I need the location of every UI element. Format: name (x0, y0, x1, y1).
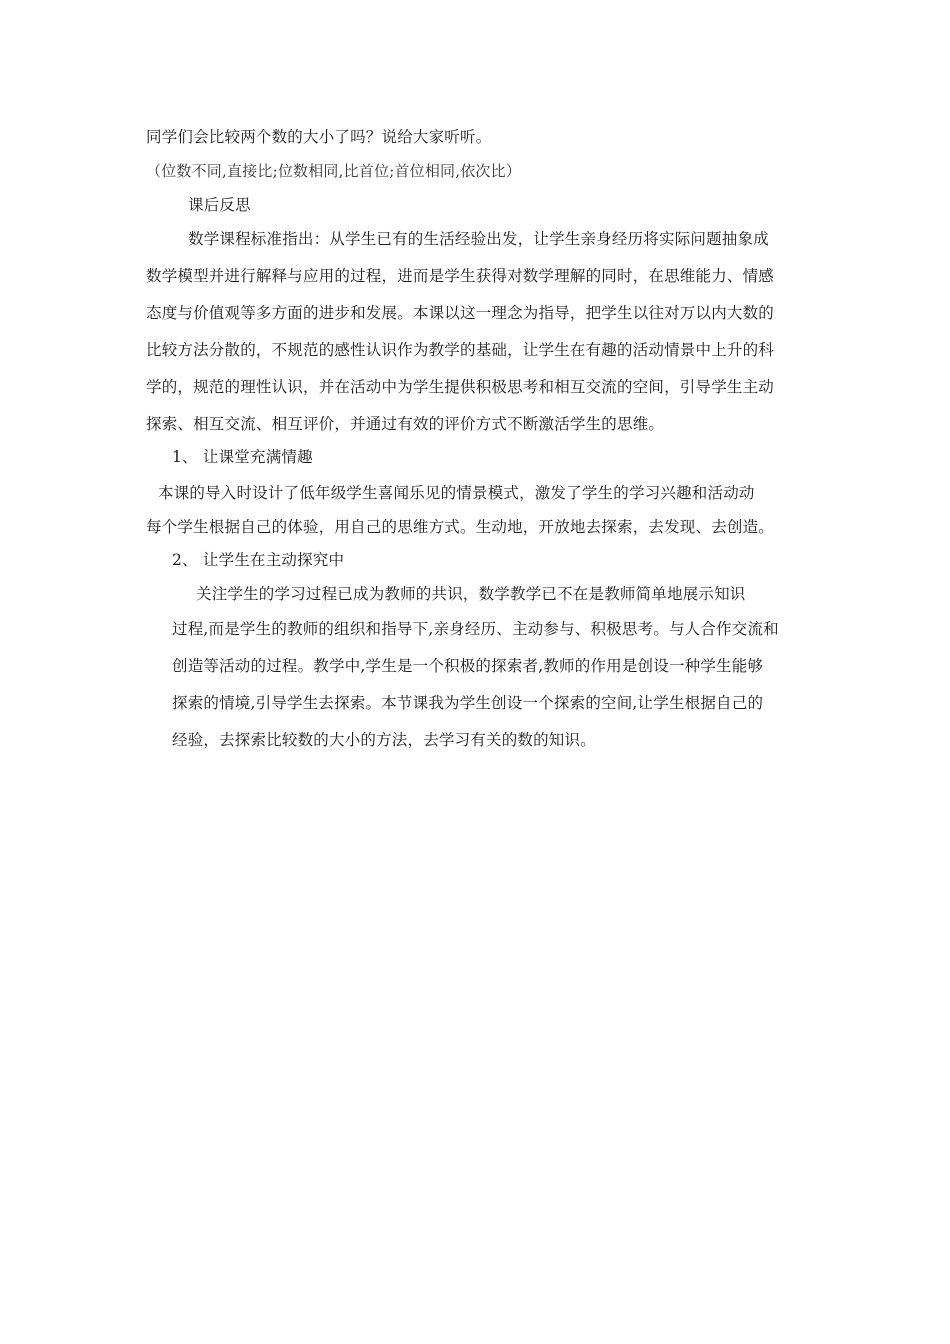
section2-line-4: 探索的情境,引导学生去探索。本节课我为学生创设一个探索的空间,让学生根据自己的 (172, 694, 764, 712)
section2-line-1: 关注学生的学习过程已成为教师的共识，数学教学已不在是教师简单地展示知识 (196, 585, 746, 603)
section2-heading: 2、 让学生在主动探究中 (172, 551, 345, 569)
section2-line-2: 过程,而是学生的教师的组织和指导下,亲身经历、主动参与、积极思考。与人合作交流和 (172, 620, 779, 638)
reflection-line-1: 数学课程标准指出：从学生已有的生活经验出发，让学生亲身经历将实际问题抽象成 (188, 230, 769, 248)
section2-line-3: 创造等活动的过程。教学中,学生是一个积极的探索者,教师的作用是创设一种学生能够 (172, 657, 764, 675)
reflection-line-6: 探索、相互交流、相互评价，并通过有效的评价方式不断激活学生的思维。 (146, 415, 665, 433)
reflection-line-4: 比较方法分散的，不规范的感性认识作为教学的基础，让学生在有趣的活动情景中上升的科 (146, 341, 775, 359)
intro-question: 同学们会比较两个数的大小了吗？说给大家听听。 (146, 128, 492, 146)
reflection-line-5: 学的，规范的理性认识，并在活动中为学生提供积极思考和相互交流的空间，引导学生主动 (146, 378, 775, 396)
section1-line-1: 本课的导入时设计了低年级学生喜闻乐见的情景模式，激发了学生的学习兴趣和活动动 (158, 484, 755, 502)
reflection-heading: 课后反思 (188, 196, 251, 214)
reflection-line-2: 数学模型并进行解释与应用的过程，进而是学生获得对数学理解的同时，在思维能力、情感 (146, 267, 775, 285)
section1-heading: 1、 让课堂充满情趣 (172, 448, 313, 466)
reflection-line-3: 态度与价值观等多方面的进步和发展。本课以这一理念为指导，把学生以往对万以内大数的 (146, 304, 775, 322)
intro-answer: （位数不同,直接比;位数相同,比首位;首位相同,依次比） (146, 162, 522, 180)
section2-line-5: 经验，去探索比较数的大小的方法，去学习有关的数的知识。 (172, 731, 596, 749)
section1-line-2: 每个学生根据自己的体验，用自己的思维方式。生动地，开放地去探索，去发现、去创造。 (146, 518, 775, 536)
